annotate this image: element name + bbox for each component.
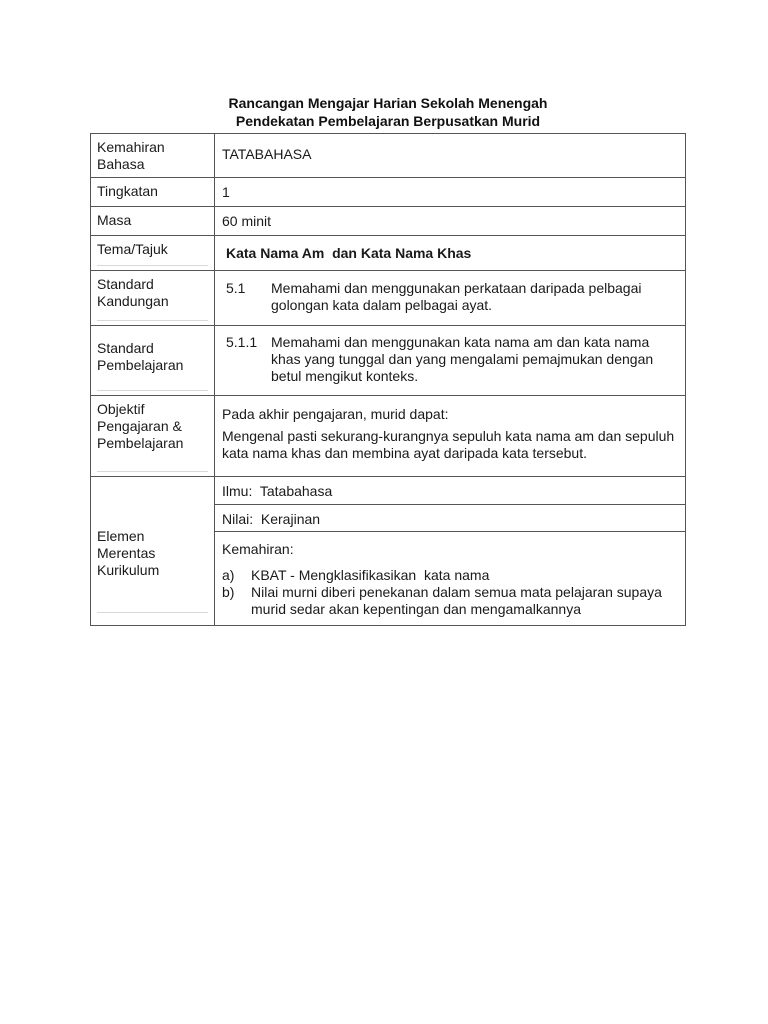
label-line: Standard bbox=[97, 276, 154, 292]
label-masa: Masa bbox=[91, 207, 215, 236]
label-standard-kandungan bbox=[91, 271, 215, 326]
label-line: Pengajaran & bbox=[97, 418, 182, 434]
item-number: 5.1.1 bbox=[226, 334, 258, 350]
label-line: Kurikulum bbox=[97, 561, 160, 578]
document-title bbox=[0, 94, 768, 130]
item-text: Memahami dan menggunakan kata nama am dan kata nama khas yang tunggal dan yang mengalami pemajmukan dengan betul mengikut konteks. bbox=[271, 334, 654, 384]
list-item bbox=[222, 567, 678, 584]
list-marker: b) bbox=[222, 584, 235, 600]
nilai-text: Nilai: Kerajinan bbox=[222, 511, 321, 527]
value-tingkatan: 1 bbox=[215, 178, 686, 207]
label-tema bbox=[91, 236, 215, 271]
tema-text: Kata Nama Am dan Kata Nama Khas bbox=[226, 245, 472, 261]
standard-pembelajaran-item bbox=[226, 334, 678, 385]
label-elemen-merentas-kurikulum bbox=[91, 477, 215, 626]
label-line: Tema/Tajuk bbox=[97, 241, 168, 257]
row-masa bbox=[91, 207, 686, 236]
row-objektif bbox=[91, 396, 686, 477]
label-line: Elemen bbox=[97, 527, 145, 544]
row-tema bbox=[91, 236, 686, 271]
lesson-plan-table bbox=[90, 133, 686, 626]
label-line: Pembelajaran bbox=[97, 357, 184, 373]
value-objektif bbox=[215, 396, 686, 477]
value-kemahiran-bahasa: TATABAHASA bbox=[215, 134, 686, 178]
row-ilmu bbox=[91, 477, 686, 505]
value-standard-pembelajaran bbox=[215, 326, 686, 396]
list-item-text: Nilai murni diberi penekanan dalam semua mata pelajaran supaya murid sedar akan kepentingan dan mengamalkannya bbox=[251, 584, 662, 617]
row-standard-pembelajaran bbox=[91, 326, 686, 396]
value-ilmu bbox=[215, 477, 686, 505]
row-standard-kandungan bbox=[91, 271, 686, 326]
label-line: Kandungan bbox=[97, 293, 169, 309]
kemahiran-heading: Kemahiran: bbox=[222, 541, 294, 557]
underline-divider bbox=[97, 612, 208, 613]
value-masa: 60 minit bbox=[215, 207, 686, 236]
label-standard-pembelajaran bbox=[91, 326, 215, 396]
item-number: 5.1 bbox=[226, 280, 246, 296]
underline-divider bbox=[97, 471, 208, 472]
ilmu-text: Ilmu: Tatabahasa bbox=[222, 483, 333, 499]
row-tingkatan bbox=[91, 178, 686, 207]
value-tema bbox=[215, 236, 686, 271]
objektif-intro: Pada akhir pengajaran, murid dapat: bbox=[222, 406, 449, 422]
list-marker: a) bbox=[222, 567, 235, 583]
underline-divider bbox=[97, 265, 208, 266]
row-kemahiran-bahasa bbox=[91, 134, 686, 178]
label-objektif bbox=[91, 396, 215, 477]
list-item-text: KBAT - Mengklasifikasikan kata nama bbox=[251, 567, 490, 583]
underline-divider bbox=[97, 320, 208, 321]
label-kemahiran-bahasa bbox=[91, 134, 215, 178]
label-line: Merentas bbox=[97, 544, 156, 561]
objektif-text: Mengenal pasti sekurang-kurangnya sepuluh kata nama am dan sepuluh kata nama khas dan membina ayat daripada kata tersebut. bbox=[222, 428, 675, 461]
item-text: Memahami dan menggunakan perkataan daripada pelbagai golongan kata dalam pelbagai ayat. bbox=[271, 280, 642, 313]
label-line: Pembelajaran bbox=[97, 435, 184, 451]
standard-kandungan-item bbox=[226, 280, 678, 314]
label-line: Kemahiran bbox=[97, 139, 165, 155]
label-line: Standard bbox=[97, 340, 154, 356]
value-standard-kandungan bbox=[215, 271, 686, 326]
list-item bbox=[222, 584, 678, 618]
value-nilai bbox=[215, 505, 686, 532]
underline-divider bbox=[97, 390, 208, 391]
label-line: Objektif bbox=[97, 401, 145, 417]
title-line-1: Rancangan Mengajar Harian Sekolah Menengah bbox=[228, 95, 548, 111]
label-tingkatan: Tingkatan bbox=[91, 178, 215, 207]
label-line: Bahasa bbox=[97, 156, 145, 172]
title-line-2: Pendekatan Pembelajaran Berpusatkan Murid bbox=[235, 113, 541, 129]
value-kemahiran bbox=[215, 532, 686, 626]
